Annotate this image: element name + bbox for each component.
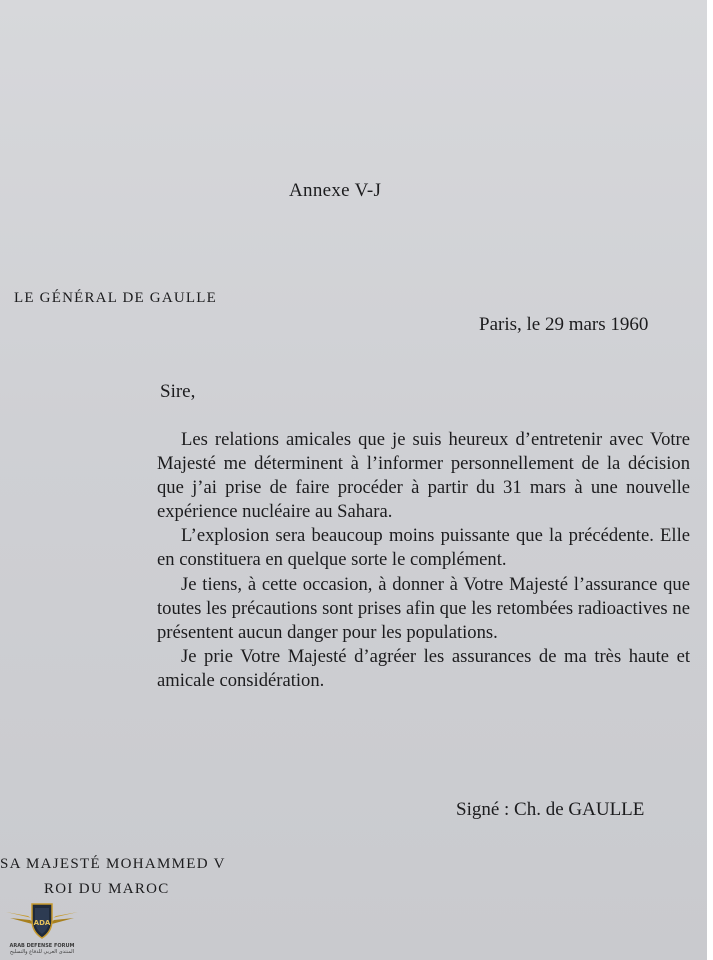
- logo-caption: ARAB DEFENSE FORUM: [9, 943, 75, 949]
- eagle-shield-icon: [4, 898, 80, 942]
- salutation: Sire,: [160, 381, 196, 402]
- paragraph-2: L’explosion sera beaucoup moins puissante que la précédente. Elle en constituera en quelque sorte le complément.: [157, 525, 690, 571]
- recipient-name: SA MAJESTÉ MOHAMMED V: [0, 856, 226, 872]
- recipient-title: ROI DU MAROC: [44, 881, 170, 897]
- page-edge: [707, 0, 713, 960]
- paragraph-4: Je prie Votre Majesté d’agréer les assurances de ma très haute et amicale considération.: [157, 645, 690, 691]
- annex-title: Annexe V-J: [289, 180, 382, 201]
- logo-emblem-text: ADA: [33, 919, 51, 927]
- paragraph-1: Les relations amicales que je suis heureux d’entretenir avec Votre Majesté me déterminent à l’informer personnellement de la décision que j’ai prise de faire procéder à partir du 31 mars à une nouvelle expérience nucléaire au Sahara.: [157, 429, 690, 523]
- sender-heading: LE GÉNÉRAL DE GAULLE: [14, 290, 217, 306]
- signature-line: Signé : Ch. de GAULLE: [456, 799, 645, 820]
- logo-caption-arabic: المنتدى العربي للدفاع والتسليح: [9, 949, 75, 955]
- date-line: Paris, le 29 mars 1960: [479, 314, 649, 335]
- paragraph-3: Je tiens, à cette occasion, à donner à Votre Majesté l’assurance que toutes les précautions sont prises afin que les retombées radioactives ne présentent aucun danger pour les populations.: [157, 573, 690, 643]
- forum-watermark-logo: [4, 898, 80, 958]
- letter-body: [157, 428, 690, 693]
